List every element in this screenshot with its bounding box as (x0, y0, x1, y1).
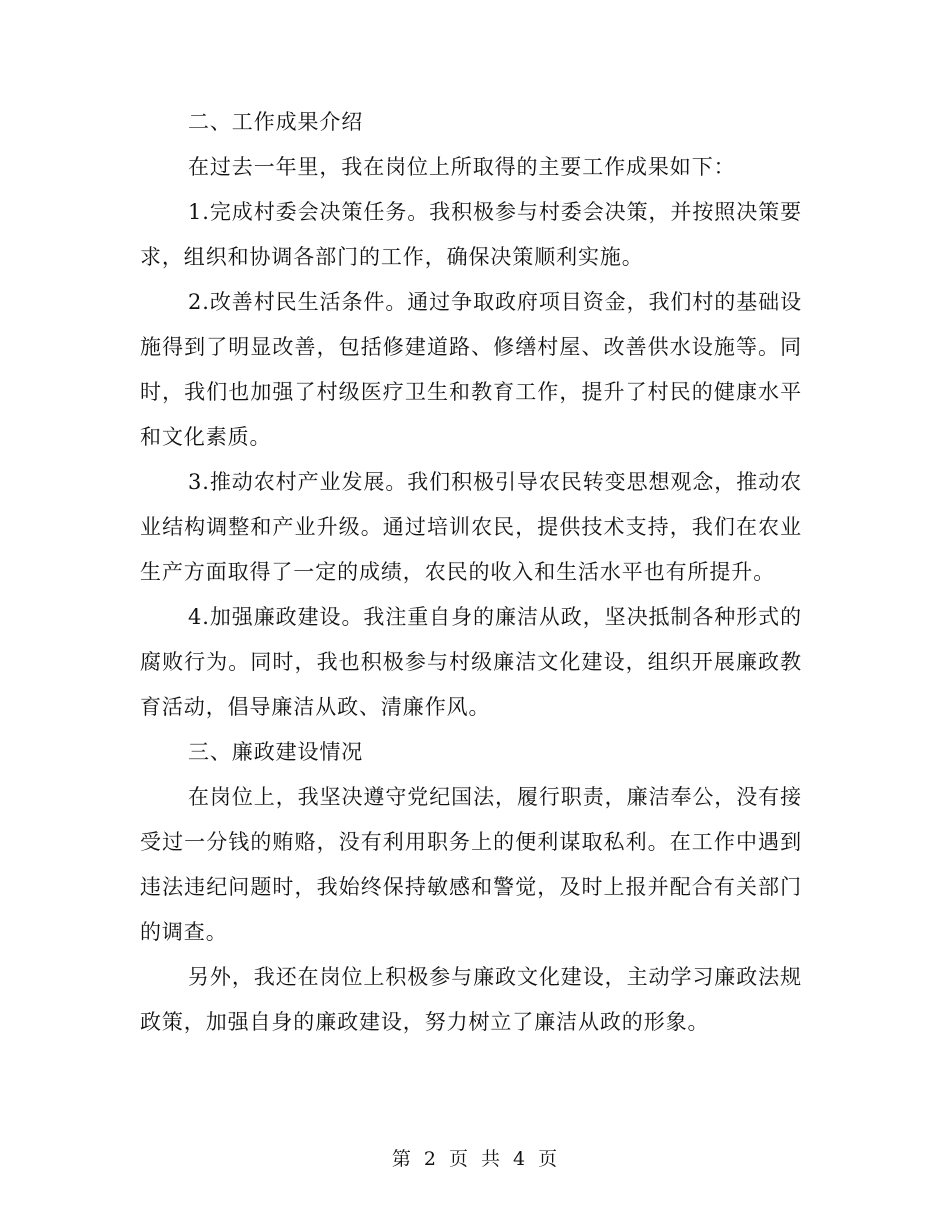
section-heading-work-results: 二、工作成果介绍 (188, 110, 364, 134)
paragraph-integrity-2: 另外，我还在岗位上积极参与廉政文化建设，主动学习廉政法规政策，加强自身的廉政建设，努力树立了廉洁从政的形象。 (140, 965, 802, 1034)
section-heading-integrity: 三、廉政建设情况 (188, 740, 364, 764)
document-body (140, 100, 802, 1045)
paragraph-intro: 在过去一年里，我在岗位上所取得的主要工作成果如下： (188, 155, 736, 179)
footer-label-page-unit: 页 (448, 1148, 469, 1170)
footer-total-pages: 4 (513, 1148, 527, 1170)
paragraph-item-1: 1.完成村委会决策任务。我积极参与村委会决策，并按照决策要求，组织和协调各部门的工作，确保决策顺利实施。 (140, 200, 802, 269)
footer-label-total-unit: 页 (538, 1148, 559, 1170)
page-footer (0, 1146, 950, 1172)
paragraph-integrity-1: 在岗位上，我坚决遵守党纪国法，履行职责，廉洁奉公，没有接受过一分钱的贿赂，没有利用职务上的便利谋取私利。在工作中遇到违法违纪问题时，我始终保持敏感和警觉，及时上报并配合有关部门的调查。 (140, 785, 802, 944)
footer-label-total: 共 (481, 1148, 502, 1170)
footer-label-page: 第 (391, 1148, 412, 1170)
footer-current-page: 2 (423, 1148, 437, 1170)
paragraph-item-3: 3.推动农村产业发展。我们积极引导农民转变思想观念，推动农业结构调整和产业升级。通过培训农民，提供技术支持，我们在农业生产方面取得了一定的成绩，农民的收入和生活水平也有所提升。 (140, 470, 802, 584)
paragraph-item-2: 2.改善村民生活条件。通过争取政府项目资金，我们村的基础设施得到了明显改善，包括修建道路、修缮村屋、改善供水设施等。同时，我们也加强了村级医疗卫生和教育工作，提升了村民的健康水平和文化素质。 (140, 290, 802, 449)
paragraph-item-4: 4.加强廉政建设。我注重自身的廉洁从政，坚决抵制各种形式的腐败行为。同时，我也积极参与村级廉洁文化建设，组织开展廉政教育活动，倡导廉洁从政、清廉作风。 (140, 605, 802, 719)
